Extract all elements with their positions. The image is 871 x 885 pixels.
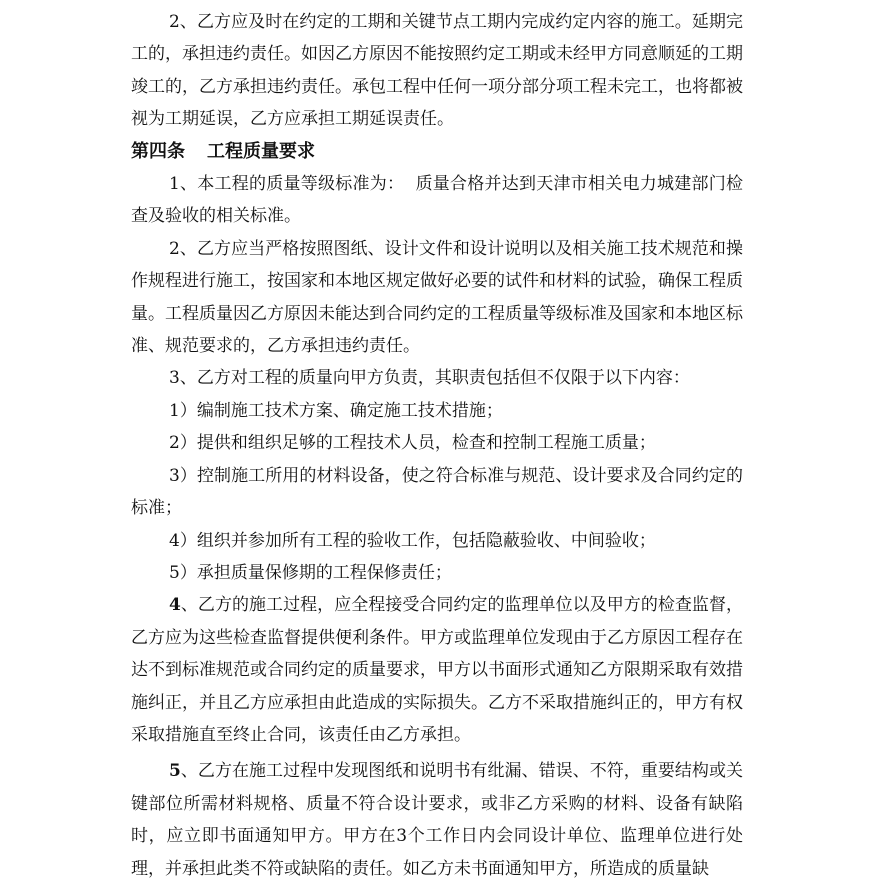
paragraph-number: 5 bbox=[169, 761, 181, 782]
list-item-5: 5）承担质量保修期的工程保修责任； bbox=[169, 562, 452, 583]
article-number: 第四条 bbox=[131, 140, 185, 162]
paragraph-quality-standard: 1、本工程的质量等级标准为： 质量合格并达到天津市相关电力城建部门检查及验收的相关标准。 bbox=[131, 174, 743, 227]
paragraph-number: 4 bbox=[169, 595, 181, 616]
paragraph-responsibilities-intro: 3、乙方对工程的质量向甲方负责，其职责包括但不仅限于以下内容： bbox=[169, 368, 690, 389]
article-title: 工程质量要求 bbox=[207, 140, 315, 162]
list-item-3: 3）控制施工所用的材料设备，使之符合标准与规范、设计要求及合同约定的标准； bbox=[131, 465, 743, 519]
list-item-4: 4）组织并参加所有工程的验收工作，包括隐蔽验收、中间验收； bbox=[169, 530, 656, 551]
list-item-1: 1）编制施工技术方案、确定施工技术措施； bbox=[169, 400, 503, 421]
paragraph-drawing-defects bbox=[131, 755, 743, 885]
paragraph-construction-norms: 2、乙方应当严格按照图纸、设计文件和设计说明以及相关施工技术规范和操作规程进行施工，按国家和本地区规定做好必要的试件和材料的试验，确保工程质量。工程质量因乙方原因未能达到合同约定的工程质量等级标准及国家和本地区标准、规范要求的，乙方承担违约责任。 bbox=[131, 238, 743, 357]
paragraph-schedule-delay: 2、乙方应及时在约定的工期和关键节点工期内完成约定内容的施工。延期完工的，承担违约责任。如因乙方原因不能按照约定工期或未经甲方同意顺延的工期竣工的，乙方承担违约责任。承包工程中任何一项分部分项工程未完工，也将都被视为工期延误，乙方应承担工期延误责任。 bbox=[131, 12, 743, 130]
paragraph-text: 、乙方在施工过程中发现图纸和说明书有纰漏、错误、不符，重要结构或关键部位所需材料规格、质量不符合设计要求，或非乙方采购的材料、设备有缺陷时，应立即书面通知甲方。甲方在3个工作日内会同设计单位、监理单位进行处理，并承担此类不符或缺陷的责任。如乙方未书面通知甲方，所造成的质量缺 bbox=[131, 761, 743, 879]
paragraph-supervision bbox=[131, 589, 743, 751]
document-page bbox=[131, 6, 743, 885]
list-item-2: 2）提供和组织足够的工程技术人员，检查和控制工程施工质量； bbox=[169, 433, 656, 454]
section-heading bbox=[131, 136, 743, 168]
paragraph-text: 、乙方的施工过程，应全程接受合同约定的监理单位以及甲方的检查监督，乙方应为这些检查监督提供便利条件。甲方或监理单位发现由于乙方原因工程存在达不到标准规范或合同约定的质量要求，甲方以书面形式通知乙方限期采取有效措施纠正，并且乙方应承担由此造成的实际损失。乙方不采取措施纠正的，甲方有权采取措施直至终止合同，该责任由乙方承担。 bbox=[131, 595, 743, 745]
